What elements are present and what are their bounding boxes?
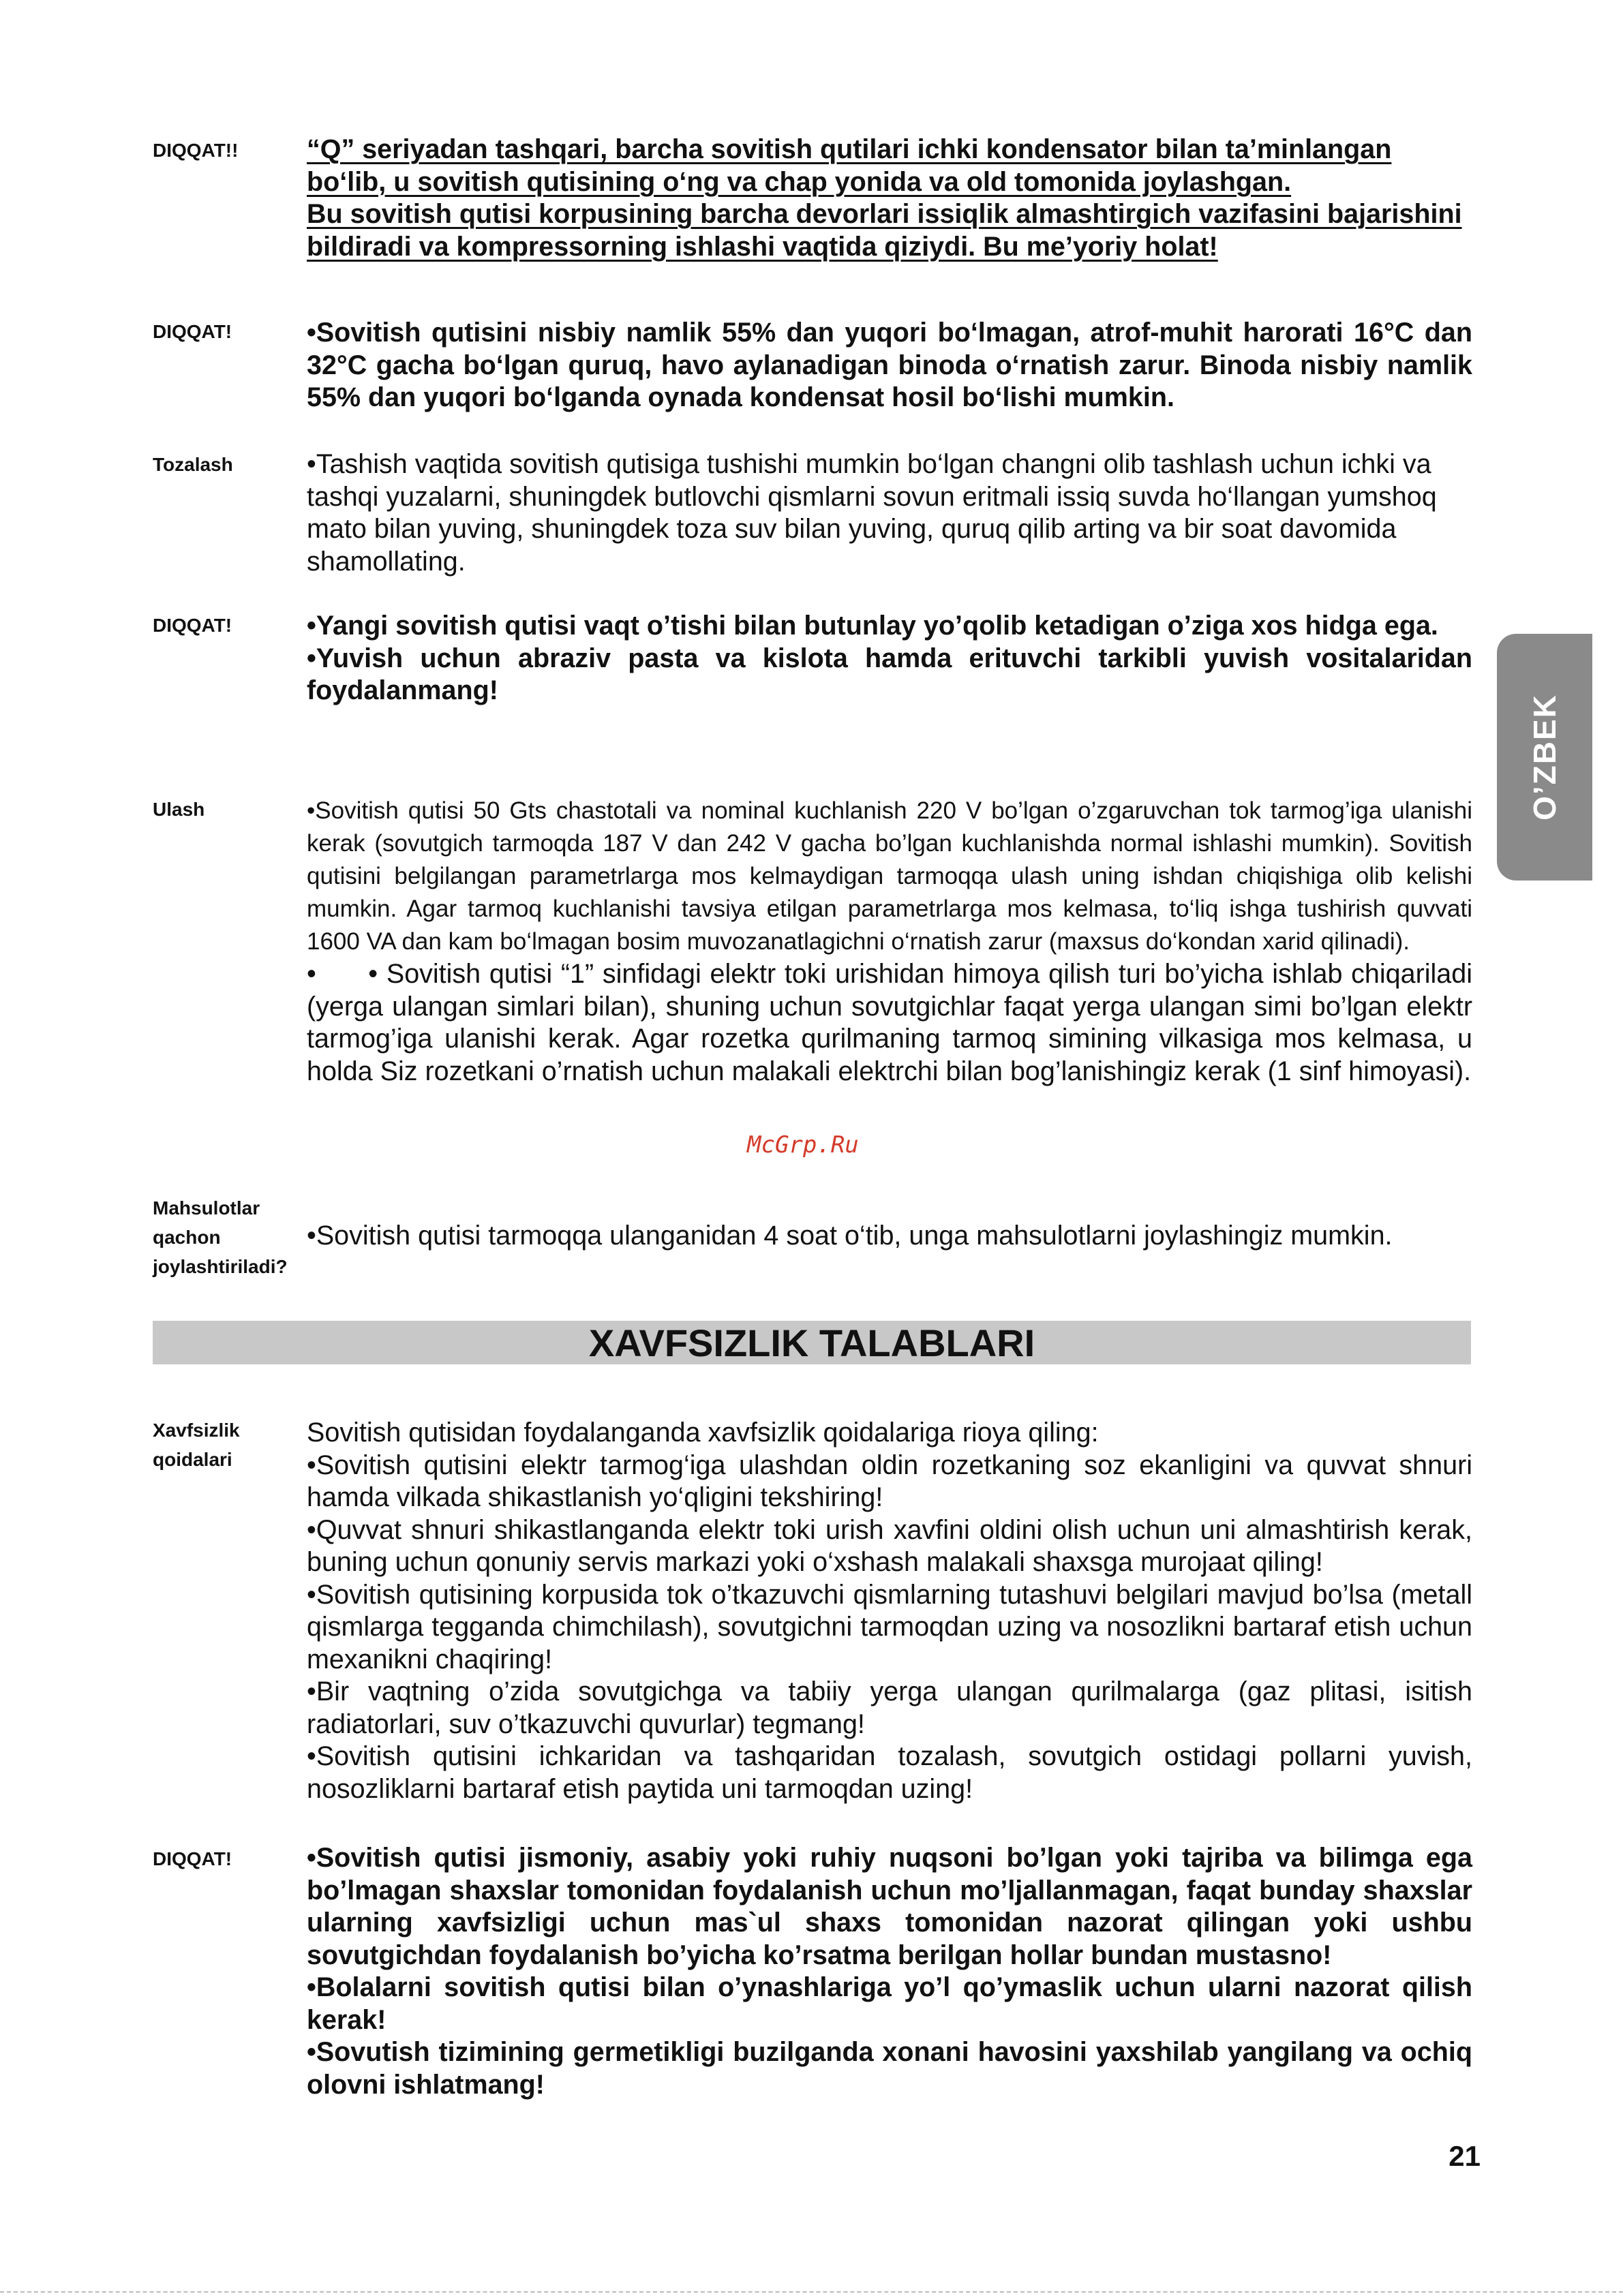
note-smell-abrasives [307,610,1472,707]
label-diqqat-4: DIQQAT! [153,1848,232,1869]
language-tab[interactable] [1497,634,1592,881]
paragraph: •Sovitish qutisini ichkaridan va tashqaridan tozalash, sovutgich ostidagi pollarni yuvish, nosozliklarni bartaraf etish paytida uni tarmoqdan uzing! [307,1741,1472,1804]
paragraph: “Q” seriyadan tashqari, barcha sovitish qutilari ichki kondensator bilan ta’minlangan bo‘lib, u sovitish qutisining o‘ng va chap yonida va old tomonida joylashgan. [307,134,1392,197]
label-ulash: Ulash [153,799,205,820]
note-vulnerable-persons [307,1842,1472,2101]
label-line: joylashtiriladi? [153,1256,288,1277]
label-diqqat-3: DIQQAT! [153,615,232,636]
page-bottom-divider [0,2291,1623,2293]
paragraph: •Yangi sovitish qutisi vaqt o’tishi bilan butunlay yo’qolib ketadigan o’ziga xos hidga ega. [307,611,1438,641]
note-installation-humidity [307,317,1472,414]
watermark: McGrp.Ru [747,1131,859,1159]
paragraph: •Yuvish uchun abraziv pasta va kislota hamda erituvchi tarkibli yuvish vositalaridan foydalanmang! [307,643,1472,705]
section-connection [307,795,1472,1088]
paragraph: •Sovitish qutisini nisbiy namlik 55% dan yuqori bo‘lmagan, atrof-muhit harorati 16°C dan 32°C gacha bo‘lgan quruq, havo aylanadigan binoda o‘rnatish zarur. Binoda nisbiy namlik 55% dan yuqori bo‘lganda oynada kondensat hosil bo‘lishi mumkin. [307,318,1472,412]
paragraph: •Sovitish qutisini elektr tarmog‘iga ulashdan oldin rozetkaning soz ekanligini va quvvat shnuri hamda vilkada shikastlanish yo‘qligini tekshiring! [307,1450,1472,1512]
paragraph: •Sovitish qutisi jismoniy, asabiy yoki ruhiy nuqsoni bo’lgan yoki tajriba va bilimga ega bo’lmagan shaxslar tomonidan foydalanish uchun mo’ljallanmagan, faqat bunday shaxslar ularning xavfsizligi uchun mas`ul shaxs tomonidan nazorat qilingan yoki ushbu sovutgichdan foydalanish bo’yicha ko’rsatma berilgan hollar bundan mustasno! [307,1843,1472,1970]
note-internal-condenser [307,134,1472,263]
label-line: Xavfsizlik [153,1420,240,1441]
section-title: XAVFSIZLIK TALABLARI [588,1321,1035,1364]
label-products-placement [153,1193,288,1281]
label-line: qoidalari [153,1449,232,1470]
page-number: 21 [1448,2140,1481,2172]
section-safety-rules [307,1417,1472,1805]
paragraph: •Bir vaqtning o’zida sovutgichga va tabiiy yerga ulangan qurilmalarga (gaz plitasi, isitish radiatorlari, suv o’tkazuvchi quvurlar) tegmang! [307,1677,1472,1739]
label-line: qachon [153,1227,221,1248]
paragraph: Bu sovitish qutisi korpusining barcha devorlari issiqlik almashtirgich vazifasini bajarishini bildiradi va kompressorning ishlashi vaqtida qiziydi. Bu me’yoriy holat! [307,199,1462,262]
paragraph: •Sovitish qutisining korpusida tok o’tkazuvchi qismlarning tutashuvi belgilari mavjud bo’lsa (metall qismlarga tegganda chimchilash), sovutgichni tarmoqdan uzing va nosozlikni bartaraf etish uchun mexanikni chaqiring! [307,1579,1472,1674]
paragraph: •Tashish vaqtida sovitish qutisiga tushishi mumkin bo‘lgan changni olib tashlash uchun ichki va tashqi yuzalarni, shuningdek butlovchi qismlarni sovun eritmali issiq suvda ho‘llangan yumshoq mato bilan yuving, shuningdek toza suv bilan yuving, quruq qilib arting va bir soat davomida shamollating. [307,449,1437,577]
paragraph: • • Sovitish qutisi “1” sinfidagi elektr toki urishidan himoya qilish turi bo’yicha ishlab chiqariladi (yerga ulangan simlari bilan), shuning uchun sovutgichlar faqat yerga ulangan simi bo’lgan elektr tarmog’iga ulanishi kerak. Agar rozetka qurilmaning tarmoq simining vilkasiga mos kelmasa, u holda Siz rozetkani o’rnatish uchun malakali elektrchi bilan bog’lanishingiz kerak (1 sinf himoyasi). [307,959,1472,1086]
paragraph: •Sovitish qutisi tarmoqqa ulanganidan 4 soat o‘tib, unga mahsulotlarni joylashingiz mumkin. [307,1221,1393,1251]
language-tab-label: O’ZBEK [1527,694,1562,821]
label-diqqat-2: DIQQAT! [153,321,232,342]
paragraph: •Bolalarni sovitish qutisi bilan o’ynashlariga yo’l qo’ymaslik uchun ularni nazorat qilish kerak! [307,1972,1472,2035]
section-cleaning [307,448,1472,578]
section-title-bar [153,1321,1471,1364]
paragraph: •Quvvat shnuri shikastlanganda elektr toki urish xavfini oldini olish uchun uni almashtirish kerak, buning uchun qonuniy servis markazi yoki o‘xshash malakali shaxsga murojaat qiling! [307,1514,1472,1577]
label-line: Mahsulotlar [153,1197,260,1219]
paragraph: •Sovitish qutisi 50 Gts chastotali va nominal kuchlanish 220 V bo’lgan o’zgaruvchan tok tarmog’iga ulanishi kerak (sovutgich tarmoqda 187 V dan 242 V gacha bo’lgan kuchlanishda normal ishlashi mumkin). Sovitish qutisini belgilangan parametrlarga mos kelmaydigan tarmoqqa ulash uning ishdan chiqishiga olib kelishi mumkin. Agar tarmoq kuchlanishi tavsiya etilgan parametrlarga mos kelmasa, to‘liq ishga tushirish quvvati 1600 VA dan kam bo‘lmagan bosim muvozanatlagichni o‘rnatish zarur (maxsus do‘kondan xarid qilinadi). [307,797,1472,955]
section-products-placement [307,1220,1472,1253]
label-diqqat-1: DIQQAT!! [153,140,239,161]
label-tozalash: Tozalash [153,454,233,475]
label-safety-rules [153,1415,240,1474]
paragraph: •Sovutish tizimining germetikligi buzilganda xonani havosini yaxshilab yangilang va ochiq olovni ishlatmang! [307,2037,1472,2100]
paragraph: Sovitish qutisidan foydalanganda xavfsizlik qoidalariga rioya qiling: [307,1418,1099,1448]
